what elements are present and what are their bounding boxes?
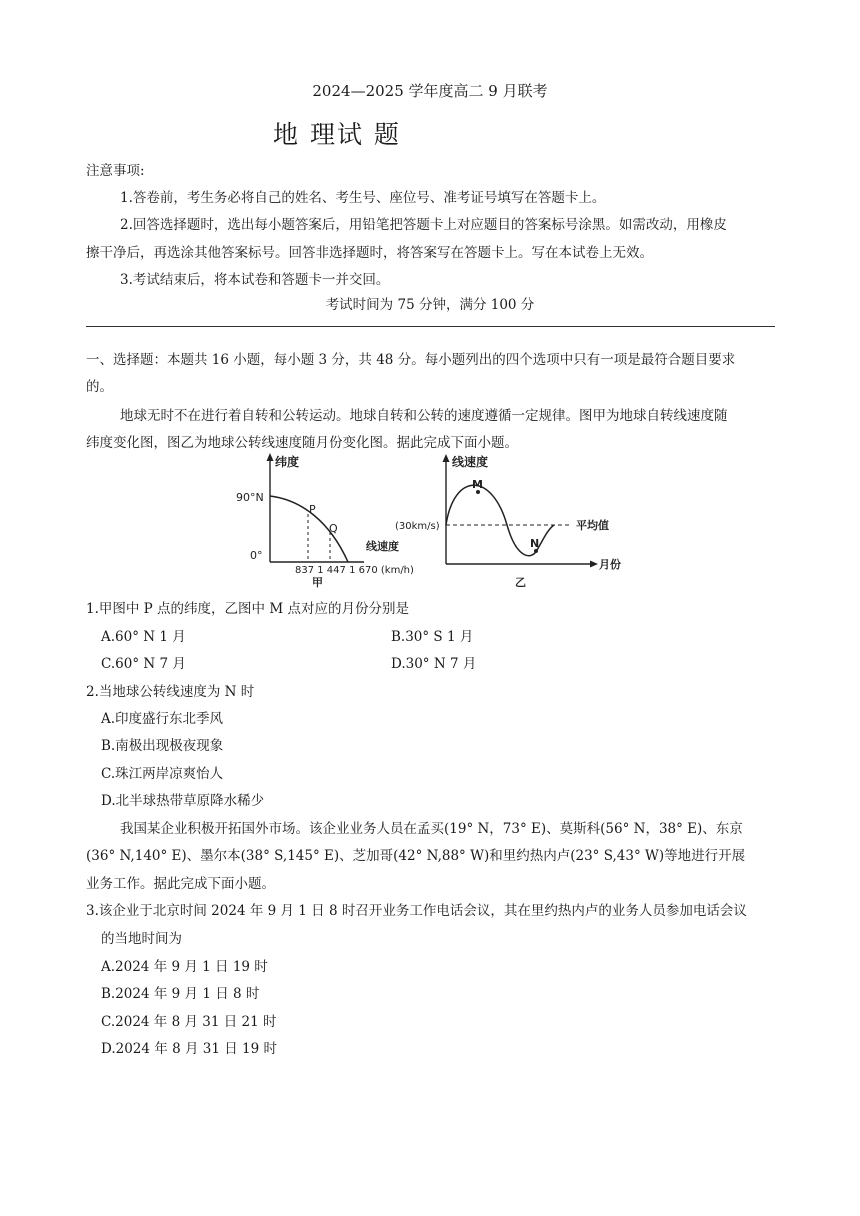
q2-option-d: D.北半球热带草原降水稀少 xyxy=(101,793,265,809)
notice-item-3: 3.考试结束后，将本试卷和答题卡一并交回。 xyxy=(120,272,390,288)
passage2-line-3: 业务工作。据此完成下面小题。 xyxy=(86,876,275,892)
jia-x-label: 线速度 xyxy=(366,540,399,553)
q3-option-b: B.2024 年 9 月 1 日 8 时 xyxy=(101,986,260,1002)
notice-item-2-line-2: 擦干净后，再选涂其他答案标号。回答非选择题时，将答案写在答题卡上。写在本试卷上无效。 xyxy=(86,245,653,261)
jia-tick-90n: 90°N xyxy=(236,491,264,504)
yi-average-label: 平均值 xyxy=(576,519,609,532)
q1-option-d: D.30° N 7 月 xyxy=(391,656,477,672)
yi-x-label: 月份 xyxy=(599,558,621,571)
q2-stem: 2.当地球公转线速度为 N 时 xyxy=(86,684,255,700)
q2-option-c: C.珠江两岸凉爽怡人 xyxy=(101,766,224,782)
yi-y-label: 线速度 xyxy=(452,455,489,469)
passage1-line-1: 地球无时不在进行着自转和公转运动。地球自转和公转的速度遵循一定规律。图甲为地球自转线速度随 xyxy=(120,408,728,424)
jia-point-q: Q xyxy=(329,522,338,535)
q2-option-b: B.南极出现极夜现象 xyxy=(101,738,224,754)
q3-option-d: D.2024 年 8 月 31 日 19 时 xyxy=(101,1041,277,1057)
jia-caption: 甲 xyxy=(312,576,323,589)
q1-option-a: A.60° N 1 月 xyxy=(101,629,186,645)
q3-option-c: C.2024 年 8 月 31 日 21 时 xyxy=(101,1014,277,1030)
jia-y-label: 纬度 xyxy=(275,455,300,469)
exam-time-info: 考试时间为 75 分钟，满分 100 分 xyxy=(325,297,535,313)
jia-point-p: P xyxy=(309,503,316,516)
yi-point-n: N xyxy=(530,537,540,550)
q3-stem-line-1: 3.该企业于北京时间 2024 年 9 月 1 日 8 时召开业务工作电话会议，其在里约热内卢的业务人员参加电话会议 xyxy=(86,903,747,919)
passage1-line-2: 纬度变化图，图乙为地球公转线速度随月份变化图。据此完成下面小题。 xyxy=(86,435,518,451)
yi-point-m: M xyxy=(472,478,483,491)
q1-stem: 1.甲图中 P 点的纬度，乙图中 M 点对应的月份分别是 xyxy=(86,601,409,617)
notice-item-1: 1.答卷前，考生务必将自己的姓名、考生号、座位号、准考证号填写在答题卡上。 xyxy=(120,190,606,206)
subject-title: 地 理试 题 xyxy=(273,120,401,149)
q3-stem-line-2: 的当地时间为 xyxy=(101,931,182,947)
q1-option-b: B.30° S 1 月 xyxy=(391,629,474,645)
q2-option-a: A.印度盛行东北季风 xyxy=(101,711,224,727)
section1-intro-line-1: 一、选择题：本题共 16 小题，每小题 3 分，共 48 分。每小题列出的四个选项中只有一项是最符合题目要求 xyxy=(86,352,736,368)
q3-option-a: A.2024 年 9 月 1 日 19 时 xyxy=(101,959,268,975)
figure-yi xyxy=(392,452,632,590)
notice-item-2-line-1: 2.回答选择题时，选出每小题答案后，用铅笔把答题卡上对应题目的答案标号涂黑。如需改动，用橡皮 xyxy=(120,217,727,233)
passage2-line-1: 我国某企业积极开拓国外市场。该企业业务人员在孟买(19° N，73° E)、莫斯科(56° N，38° E)、东京 xyxy=(120,821,743,837)
yi-caption: 乙 xyxy=(515,576,526,589)
jia-y-axis-arrow xyxy=(267,453,274,461)
yi-y-axis-arrow xyxy=(443,454,450,462)
passage2-line-2: (36° N,140° E)、墨尔本(38° S,145° E)、芝加哥(42° N,88° W)和里约热内卢(23° S,43° W)等地进行开展 xyxy=(86,848,746,864)
exam-name: 2024—2025 学年度高二 9 月联考 xyxy=(312,82,548,100)
notice-heading: 注意事项: xyxy=(86,163,145,179)
jia-x-ticks: 837 1 447 1 670 (km/h) xyxy=(295,565,414,576)
jia-tick-0: 0° xyxy=(250,549,263,562)
q1-option-c: C.60° N 7 月 xyxy=(101,656,186,672)
header-divider xyxy=(86,326,775,327)
yi-x-axis-arrow xyxy=(590,561,598,568)
yi-ref-value: (30km/s) xyxy=(395,521,440,532)
section1-intro-line-2: 的。 xyxy=(86,379,113,395)
